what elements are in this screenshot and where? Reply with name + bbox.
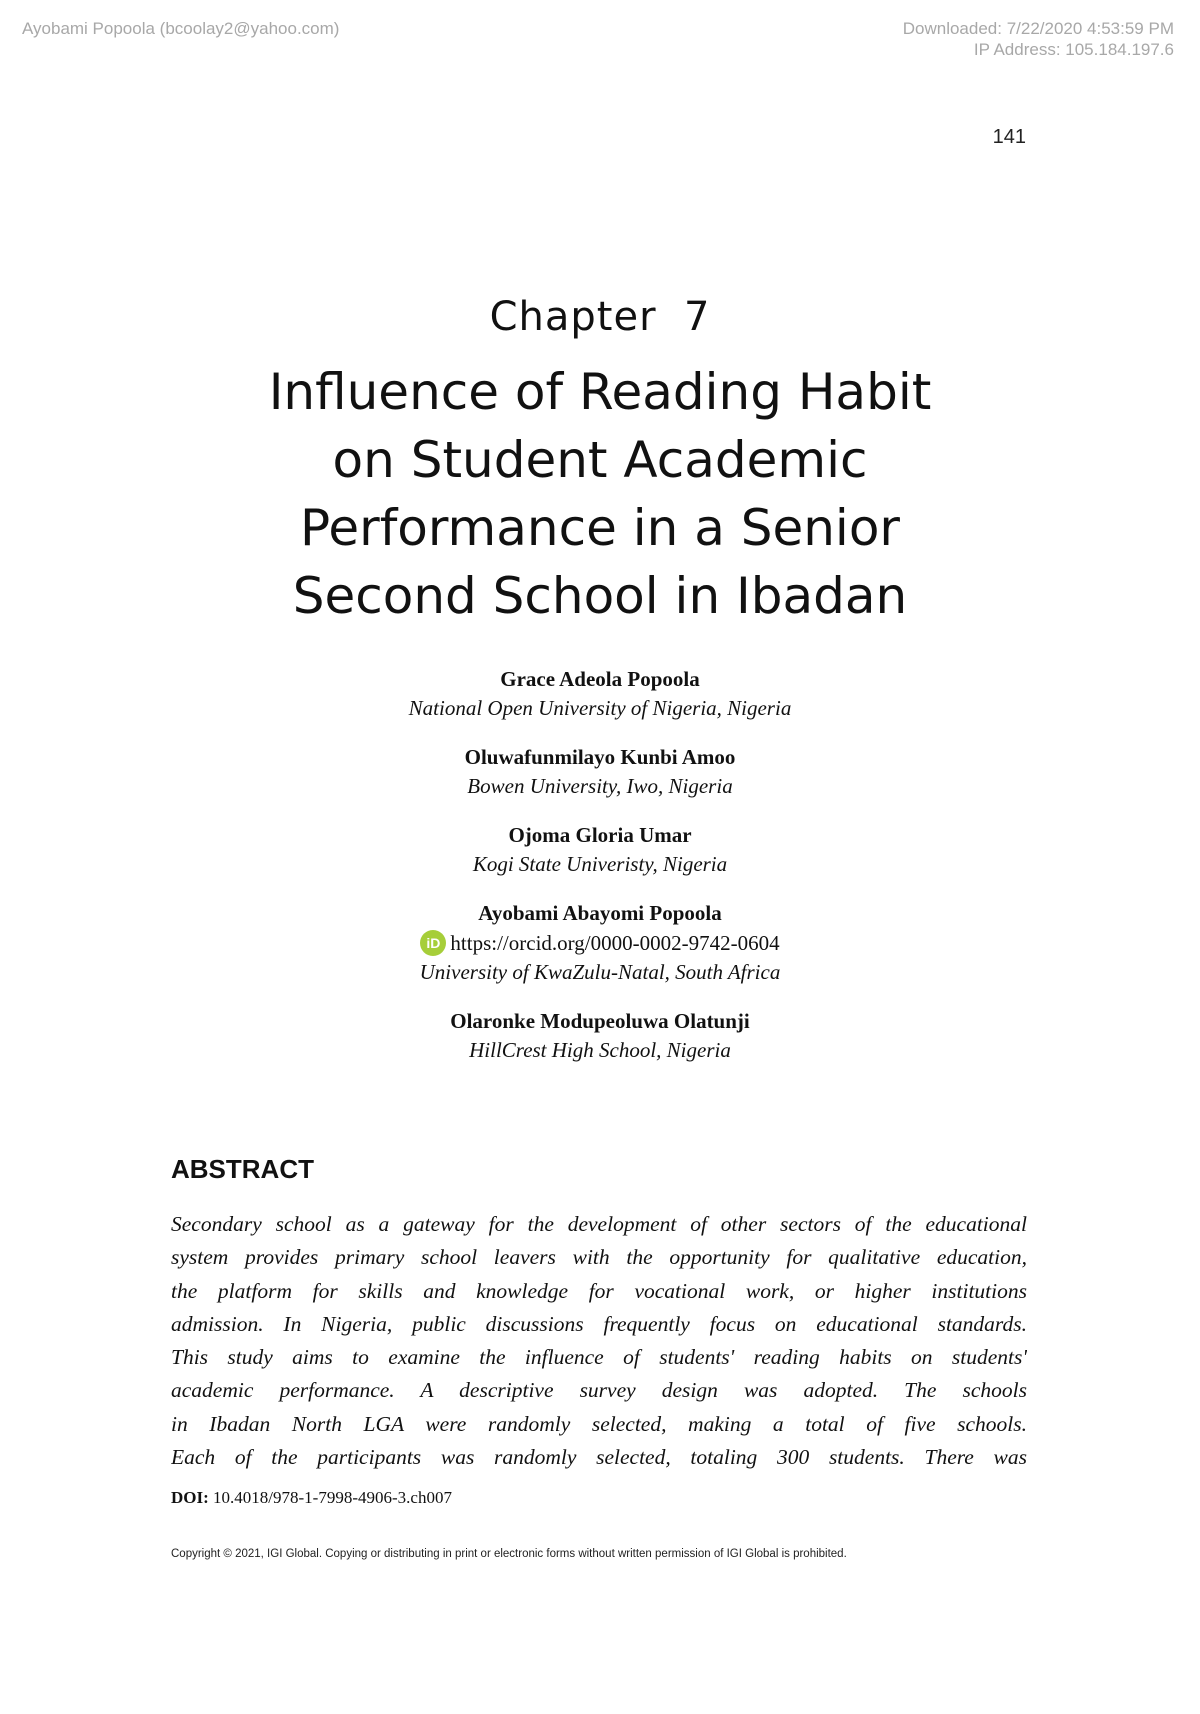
author-list (0, 665, 1200, 1085)
author-name: Ojoma Gloria Umar (508, 823, 692, 847)
abstract-line: the platform for skills and knowledge for vocational work, or higher institutions (171, 1278, 1027, 1303)
author-name: Ayobami Abayomi Popoola (478, 901, 722, 925)
page-number: 141 (992, 126, 1026, 148)
orcid-link[interactable]: https://orcid.org/0000-0002-9742-0604 (450, 931, 780, 955)
abstract-line: system provides primary school leavers with the opportunity for qualitative education, (171, 1245, 1027, 1270)
abstract-line: academic performance. A descriptive survey design was adopted. The schools (171, 1378, 1027, 1403)
author-name: Oluwafunmilayo Kunbi Amoo (464, 745, 736, 769)
author-affiliation: Bowen University, Iwo, Nigeria (467, 774, 733, 798)
download-user-stamp (22, 18, 339, 39)
abstract-body (171, 1208, 1027, 1474)
download-timestamp: Downloaded: 7/22/2020 4:53:59 PM (902, 19, 1174, 38)
author-affiliation: National Open University of Nigeria, Nigeria (408, 696, 792, 720)
abstract-heading: ABSTRACT (171, 1154, 314, 1184)
doi-value: 10.4018/978-1-7998-4906-3.ch007 (213, 1488, 452, 1507)
author-affiliation: Kogi State Univeristy, Nigeria (472, 852, 728, 876)
doi-label: DOI: (171, 1488, 209, 1507)
chapter-label: Chapter 7 (489, 294, 711, 340)
author-name: Olaronke Modupeoluwa Olatunji (450, 1009, 750, 1033)
doi-line (171, 1488, 452, 1508)
abstract-line: This study aims to examine the influence of students' reading habits on students' (171, 1345, 1027, 1370)
author-name: Grace Adeola Popoola (500, 667, 700, 691)
chapter-title-line: Performance in a Senior (300, 499, 900, 557)
abstract-line: Each of the participants was randomly selected, totaling 300 students. There was (171, 1445, 1027, 1470)
author-entry (0, 1007, 1200, 1065)
author-entry (0, 899, 1200, 987)
author-entry (0, 665, 1200, 723)
copyright-notice: Copyright © 2021, IGI Global. Copying or distributing in print or electronic forms without written permission of IGI Global is prohibited. (171, 1548, 847, 1560)
chapter-title (150, 358, 1050, 630)
abstract-line: admission. In Nigeria, public discussions frequently focus on educational standards. (171, 1311, 1027, 1336)
chapter-title-line: on Student Academic (332, 431, 868, 489)
author-entry (0, 743, 1200, 801)
chapter-title-line: Influence of Reading Habit (268, 363, 932, 421)
author-affiliation: HillCrest High School, Nigeria (469, 1038, 731, 1062)
abstract-line: in Ibadan North LGA were randomly selected, making a total of five schools. (171, 1411, 1027, 1436)
author-affiliation: University of KwaZulu-Natal, South Africa (419, 960, 781, 984)
author-entry (0, 821, 1200, 879)
orcid-icon: iD (420, 930, 446, 956)
download-ip-address: IP Address: 105.184.197.6 (973, 40, 1174, 59)
download-info-stamp (903, 18, 1174, 60)
abstract-line: Secondary school as a gateway for the development of other sectors of the educational (171, 1212, 1027, 1236)
download-user: Ayobami Popoola (bcoolay2@yahoo.com) (22, 19, 340, 38)
chapter-title-line: Second School in Ibadan (292, 567, 908, 625)
orcid-line (0, 928, 1200, 958)
